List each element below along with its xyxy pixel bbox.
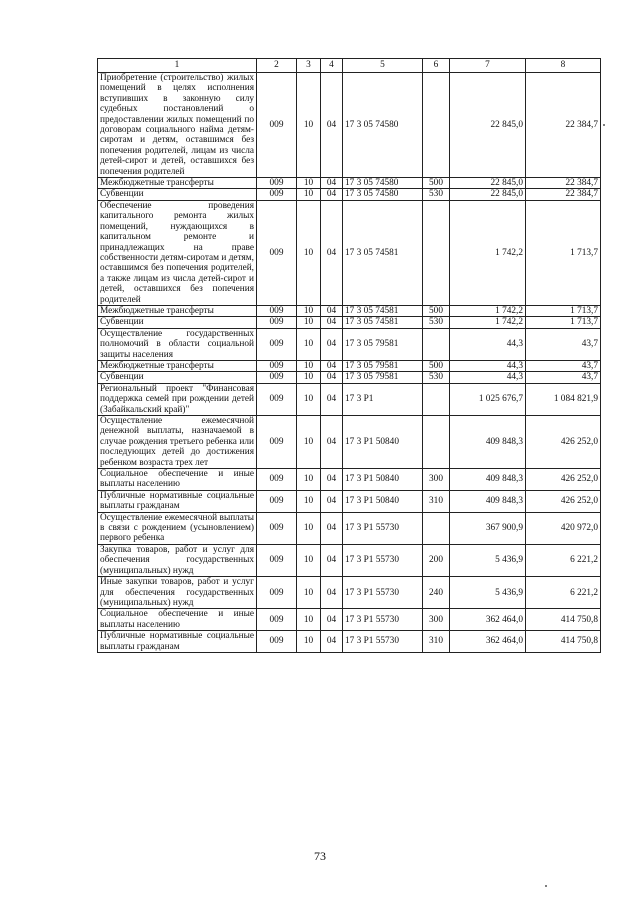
row-name-cell: Приобретение (строительство) жилых помещений в целях исполнения вступивших в законную силу судебных постановлений о предоставлении жилых помещений по договорам социального найма детям-сиротам и детям, оставшимся без попечения родителей, лицам из числа детей-сирот и детей, оставшихся без попечения родителей xyxy=(98,73,257,178)
table-row xyxy=(98,200,601,305)
grbs-code-cell: 009 xyxy=(257,609,297,631)
amount-year1-cell: 1 025 676,7 xyxy=(450,383,526,415)
grbs-code-cell: 009 xyxy=(257,577,297,609)
target-article-cell: 17 3 P1 50840 xyxy=(343,469,423,491)
subsection-code-cell: 04 xyxy=(321,544,343,576)
section-code-cell: 10 xyxy=(297,512,321,544)
subsection-code-cell: 04 xyxy=(321,73,343,178)
row-name-cell: Осуществление государственных полномочий в области социальной защиты населения xyxy=(98,328,257,360)
row-name-cell: Обеспечение проведения капитального ремонта жилых помещений, нуждающихся в капитальном ремонте и принадлежащих на праве собственности детям-сиротам и детям, оставшимся без попечения родителей, а также лицам из числа детей-сирот и детей, оставшихся без попечения родителей xyxy=(98,200,257,305)
expense-type-cell xyxy=(423,416,450,469)
section-code-cell: 10 xyxy=(297,416,321,469)
amount-year2-cell: 22 384,7 xyxy=(526,73,601,178)
section-code-cell: 10 xyxy=(297,544,321,576)
section-code-cell: 10 xyxy=(297,383,321,415)
subsection-code-cell: 04 xyxy=(321,178,343,189)
target-article-cell: 17 3 05 74580 xyxy=(343,178,423,189)
expense-type-cell: 500 xyxy=(423,178,450,189)
budget-table xyxy=(97,58,601,653)
amount-year1-cell: 1 742,2 xyxy=(450,305,526,316)
section-code-cell: 10 xyxy=(297,609,321,631)
expense-type-cell xyxy=(423,73,450,178)
target-article-cell: 17 3 P1 50840 xyxy=(343,490,423,512)
amount-year2-cell: 1 084 821,9 xyxy=(526,383,601,415)
subsection-code-cell: 04 xyxy=(321,305,343,316)
amount-year1-cell: 22 845,0 xyxy=(450,178,526,189)
expense-type-cell: 200 xyxy=(423,544,450,576)
row-name-cell: Осуществление ежемесячной денежной выплаты, назначаемой в случае рождения третьего ребенка или последующих детей до достижения ребенком возраста трех лет xyxy=(98,416,257,469)
target-article-cell: 17 3 P1 xyxy=(343,383,423,415)
table-row xyxy=(98,328,601,360)
amount-year1-cell: 44,3 xyxy=(450,360,526,371)
target-article-cell: 17 3 P1 55730 xyxy=(343,631,423,653)
grbs-code-cell: 009 xyxy=(257,328,297,360)
amount-year2-cell: 414 750,8 xyxy=(526,631,601,653)
amount-year2-cell: 1 713,7 xyxy=(526,317,601,328)
section-code-cell: 10 xyxy=(297,372,321,383)
table-row xyxy=(98,631,601,653)
target-article-cell: 17 3 05 74581 xyxy=(343,305,423,316)
amount-year2-cell: 43,7 xyxy=(526,328,601,360)
expense-type-cell xyxy=(423,200,450,305)
row-name-cell: Региональный проект "Финансовая поддержка семей при рождении детей (Забайкальский край)" xyxy=(98,383,257,415)
subsection-code-cell: 04 xyxy=(321,372,343,383)
amount-year1-cell: 367 900,9 xyxy=(450,512,526,544)
table-row xyxy=(98,73,601,178)
column-header: 8 xyxy=(526,59,601,73)
table-row xyxy=(98,512,601,544)
table-row xyxy=(98,469,601,491)
amount-year1-cell: 409 848,3 xyxy=(450,490,526,512)
amount-year1-cell: 22 845,0 xyxy=(450,73,526,178)
subsection-code-cell: 04 xyxy=(321,189,343,200)
grbs-code-cell: 009 xyxy=(257,383,297,415)
amount-year2-cell: 420 972,0 xyxy=(526,512,601,544)
target-article-cell: 17 3 05 74581 xyxy=(343,317,423,328)
grbs-code-cell: 009 xyxy=(257,544,297,576)
column-header: 3 xyxy=(297,59,321,73)
table-row xyxy=(98,178,601,189)
grbs-code-cell: 009 xyxy=(257,317,297,328)
amount-year1-cell: 5 436,9 xyxy=(450,544,526,576)
grbs-code-cell: 009 xyxy=(257,469,297,491)
target-article-cell: 17 3 P1 55730 xyxy=(343,577,423,609)
section-code-cell: 10 xyxy=(297,577,321,609)
header-row xyxy=(98,59,601,73)
target-article-cell: 17 3 P1 55730 xyxy=(343,609,423,631)
target-article-cell: 17 3 05 79581 xyxy=(343,328,423,360)
subsection-code-cell: 04 xyxy=(321,512,343,544)
row-name-cell: Субвенции xyxy=(98,317,257,328)
column-header: 1 xyxy=(98,59,257,73)
subsection-code-cell: 04 xyxy=(321,328,343,360)
grbs-code-cell: 009 xyxy=(257,200,297,305)
expense-type-cell xyxy=(423,512,450,544)
grbs-code-cell: 009 xyxy=(257,178,297,189)
amount-year2-cell: 426 252,0 xyxy=(526,416,601,469)
row-name-cell: Межбюджетные трансферты xyxy=(98,360,257,371)
table-row xyxy=(98,360,601,371)
amount-year1-cell: 1 742,2 xyxy=(450,317,526,328)
table-row xyxy=(98,189,601,200)
table-row xyxy=(98,490,601,512)
amount-year1-cell: 44,3 xyxy=(450,328,526,360)
target-article-cell: 17 3 05 74580 xyxy=(343,189,423,200)
subsection-code-cell: 04 xyxy=(321,416,343,469)
expense-type-cell: 300 xyxy=(423,609,450,631)
amount-year1-cell: 362 464,0 xyxy=(450,609,526,631)
subsection-code-cell: 04 xyxy=(321,360,343,371)
scan-speck xyxy=(545,885,547,887)
expense-type-cell: 530 xyxy=(423,372,450,383)
section-code-cell: 10 xyxy=(297,469,321,491)
section-code-cell: 10 xyxy=(297,73,321,178)
amount-year2-cell: 426 252,0 xyxy=(526,469,601,491)
row-name-cell: Социальное обеспечение и иные выплаты населению xyxy=(98,469,257,491)
amount-year2-cell: 1 713,7 xyxy=(526,305,601,316)
section-code-cell: 10 xyxy=(297,328,321,360)
table-row xyxy=(98,609,601,631)
subsection-code-cell: 04 xyxy=(321,383,343,415)
grbs-code-cell: 009 xyxy=(257,73,297,178)
table-row xyxy=(98,317,601,328)
amount-year2-cell: 43,7 xyxy=(526,372,601,383)
amount-year1-cell: 409 848,3 xyxy=(450,416,526,469)
subsection-code-cell: 04 xyxy=(321,200,343,305)
amount-year1-cell: 409 848,3 xyxy=(450,469,526,491)
row-name-cell: Субвенции xyxy=(98,189,257,200)
subsection-code-cell: 04 xyxy=(321,317,343,328)
grbs-code-cell: 009 xyxy=(257,631,297,653)
scan-speck xyxy=(603,124,605,126)
table-row xyxy=(98,544,601,576)
expense-type-cell: 500 xyxy=(423,360,450,371)
column-header: 5 xyxy=(343,59,423,73)
grbs-code-cell: 009 xyxy=(257,512,297,544)
grbs-code-cell: 009 xyxy=(257,416,297,469)
amount-year1-cell: 5 436,9 xyxy=(450,577,526,609)
row-name-cell: Иные закупки товаров, работ и услуг для обеспечения государственных (муниципальных) нужд xyxy=(98,577,257,609)
grbs-code-cell: 009 xyxy=(257,372,297,383)
section-code-cell: 10 xyxy=(297,490,321,512)
target-article-cell: 17 3 05 79581 xyxy=(343,372,423,383)
expense-type-cell: 530 xyxy=(423,317,450,328)
amount-year2-cell: 6 221,2 xyxy=(526,577,601,609)
expense-type-cell: 310 xyxy=(423,490,450,512)
row-name-cell: Межбюджетные трансферты xyxy=(98,305,257,316)
row-name-cell: Публичные нормативные социальные выплаты гражданам xyxy=(98,631,257,653)
row-name-cell: Субвенции xyxy=(98,372,257,383)
column-header: 4 xyxy=(321,59,343,73)
expense-type-cell: 500 xyxy=(423,305,450,316)
subsection-code-cell: 04 xyxy=(321,490,343,512)
subsection-code-cell: 04 xyxy=(321,469,343,491)
column-header: 6 xyxy=(423,59,450,73)
amount-year2-cell: 426 252,0 xyxy=(526,490,601,512)
subsection-code-cell: 04 xyxy=(321,609,343,631)
amount-year2-cell: 22 384,7 xyxy=(526,178,601,189)
section-code-cell: 10 xyxy=(297,317,321,328)
table-row xyxy=(98,383,601,415)
amount-year1-cell: 362 464,0 xyxy=(450,631,526,653)
target-article-cell: 17 3 P1 55730 xyxy=(343,544,423,576)
expense-type-cell: 300 xyxy=(423,469,450,491)
amount-year1-cell: 44,3 xyxy=(450,372,526,383)
subsection-code-cell: 04 xyxy=(321,577,343,609)
section-code-cell: 10 xyxy=(297,360,321,371)
amount-year2-cell: 1 713,7 xyxy=(526,200,601,305)
page-number: 73 xyxy=(314,849,326,863)
section-code-cell: 10 xyxy=(297,189,321,200)
grbs-code-cell: 009 xyxy=(257,360,297,371)
amount-year1-cell: 1 742,2 xyxy=(450,200,526,305)
amount-year2-cell: 6 221,2 xyxy=(526,544,601,576)
row-name-cell: Социальное обеспечение и иные выплаты населению xyxy=(98,609,257,631)
target-article-cell: 17 3 05 74581 xyxy=(343,200,423,305)
expense-type-cell xyxy=(423,328,450,360)
expense-type-cell xyxy=(423,383,450,415)
target-article-cell: 17 3 05 79581 xyxy=(343,360,423,371)
amount-year1-cell: 22 845,0 xyxy=(450,189,526,200)
grbs-code-cell: 009 xyxy=(257,490,297,512)
target-article-cell: 17 3 05 74580 xyxy=(343,73,423,178)
table-row xyxy=(98,372,601,383)
target-article-cell: 17 3 P1 55730 xyxy=(343,512,423,544)
section-code-cell: 10 xyxy=(297,305,321,316)
expense-type-cell: 310 xyxy=(423,631,450,653)
amount-year2-cell: 22 384,7 xyxy=(526,189,601,200)
target-article-cell: 17 3 P1 50840 xyxy=(343,416,423,469)
expense-type-cell: 240 xyxy=(423,577,450,609)
row-name-cell: Межбюджетные трансферты xyxy=(98,178,257,189)
row-name-cell: Закупка товаров, работ и услуг для обеспечения государственных (муниципальных) нужд xyxy=(98,544,257,576)
grbs-code-cell: 009 xyxy=(257,189,297,200)
table-row xyxy=(98,577,601,609)
grbs-code-cell: 009 xyxy=(257,305,297,316)
amount-year2-cell: 43,7 xyxy=(526,360,601,371)
column-header: 2 xyxy=(257,59,297,73)
expense-type-cell: 530 xyxy=(423,189,450,200)
section-code-cell: 10 xyxy=(297,200,321,305)
subsection-code-cell: 04 xyxy=(321,631,343,653)
row-name-cell: Публичные нормативные социальные выплаты гражданам xyxy=(98,490,257,512)
section-code-cell: 10 xyxy=(297,631,321,653)
table-row xyxy=(98,305,601,316)
amount-year2-cell: 414 750,8 xyxy=(526,609,601,631)
column-header: 7 xyxy=(450,59,526,73)
section-code-cell: 10 xyxy=(297,178,321,189)
row-name-cell: Осуществление ежемесячной выплаты в связи с рождением (усыновлением) первого ребенка xyxy=(98,512,257,544)
table-row xyxy=(98,416,601,469)
